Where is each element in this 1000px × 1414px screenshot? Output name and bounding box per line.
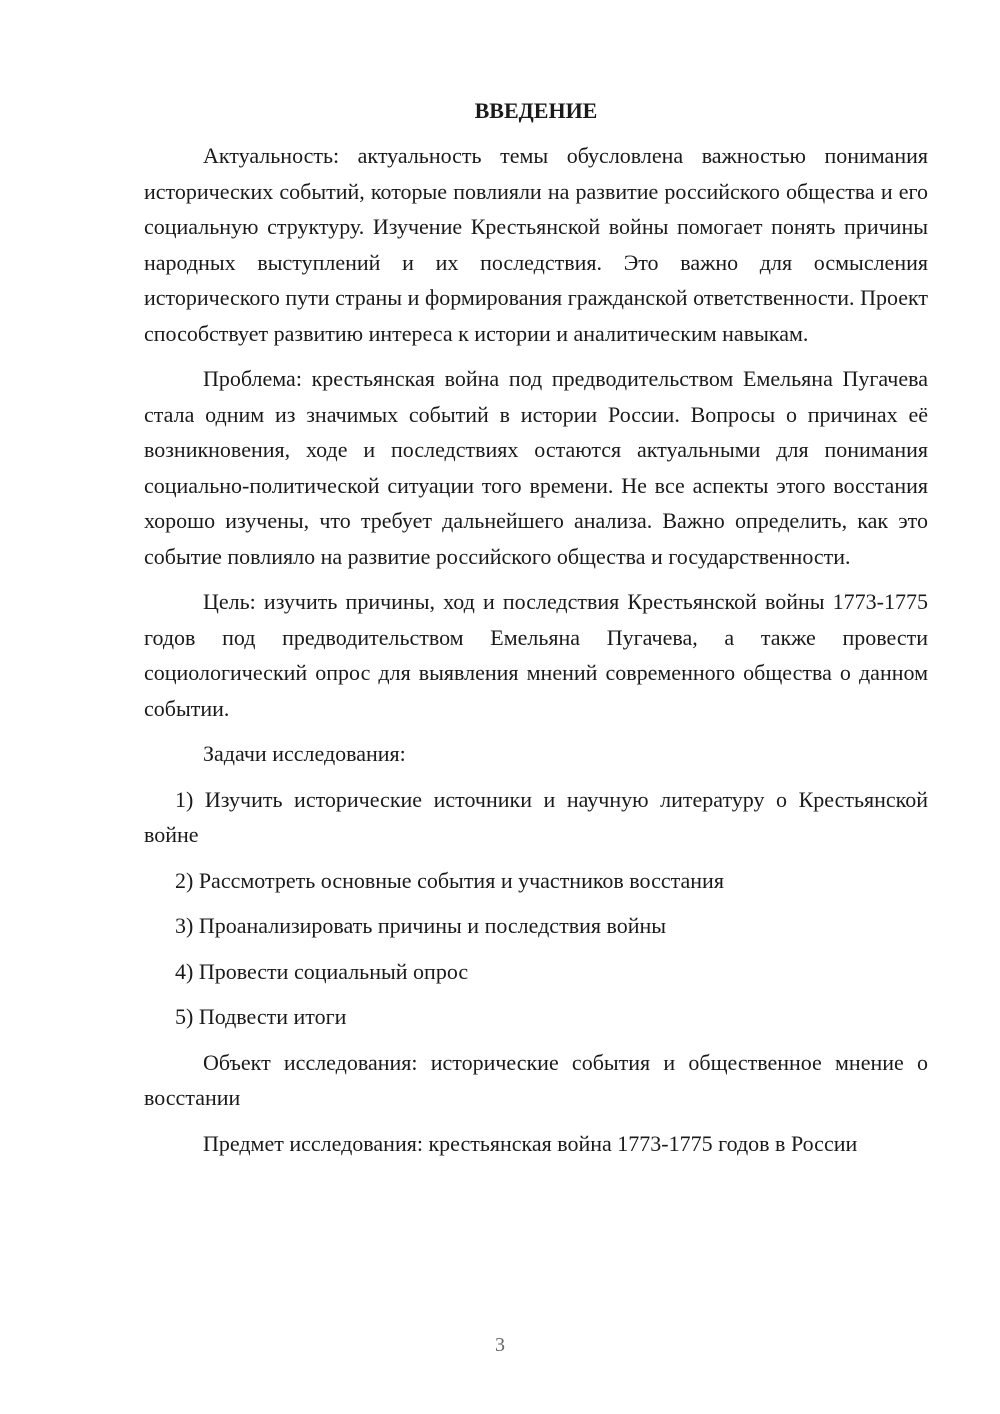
paragraph-goal: Цель: изучить причины, ход и последствия Крестьянской войны 1773-1775 годов под предводительством Емельяна Пугачева, а также провести социологический опрос для выявления мнений современного общества о данном событии. [144,589,928,721]
paragraph-relevance: Актуальность: актуальность темы обусловлена важностью понимания исторических событий, которые повлияли на развитие российского общества и его социальную структуру. Изучение Крестьянской войны помогает понять причины народных выступлений и их последствия. Это важно для осмысления исторического пути страны и формирования гражданской ответственности. Проект способствует развитию интереса к истории и аналитическим навыкам. [144,143,928,346]
task-item-2: 2) Рассмотреть основные события и участников восстания [175,867,724,893]
tasks-heading: Задачи исследования: [203,741,406,766]
page-title: ВВЕДЕНИЕ [474,98,598,123]
paragraph-object: Объект исследования: исторические события и общественное мнение о восстании [144,1049,928,1110]
document-body [144,94,928,1171]
task-item-1: 1) Изучить исторические источники и научную литературу о Крестьянской войне [144,786,928,847]
task-item-4: 4) Провести социальный опрос [175,958,469,984]
paragraph-subject: Предмет исследования: крестьянская война 1773-1775 годов в России [203,1130,858,1156]
page-number: 3 [495,1334,505,1356]
task-item-3: 3) Проанализировать причины и последствия войны [175,913,667,938]
task-item-5: 5) Подвести итоги [175,1004,347,1029]
paragraph-problem: Проблема: крестьянская война под предводительством Емельяна Пугачева стала одним из значимых событий в истории России. Вопросы о причинах её возникновения, ходе и последствиях остаются актуальными для понимания социально-политической ситуации того времени. Не все аспекты этого восстания хорошо изучены, что требует дальнейшего анализа. Важно определить, как это событие повлияло на развитие российского общества и государственности. [144,366,928,569]
